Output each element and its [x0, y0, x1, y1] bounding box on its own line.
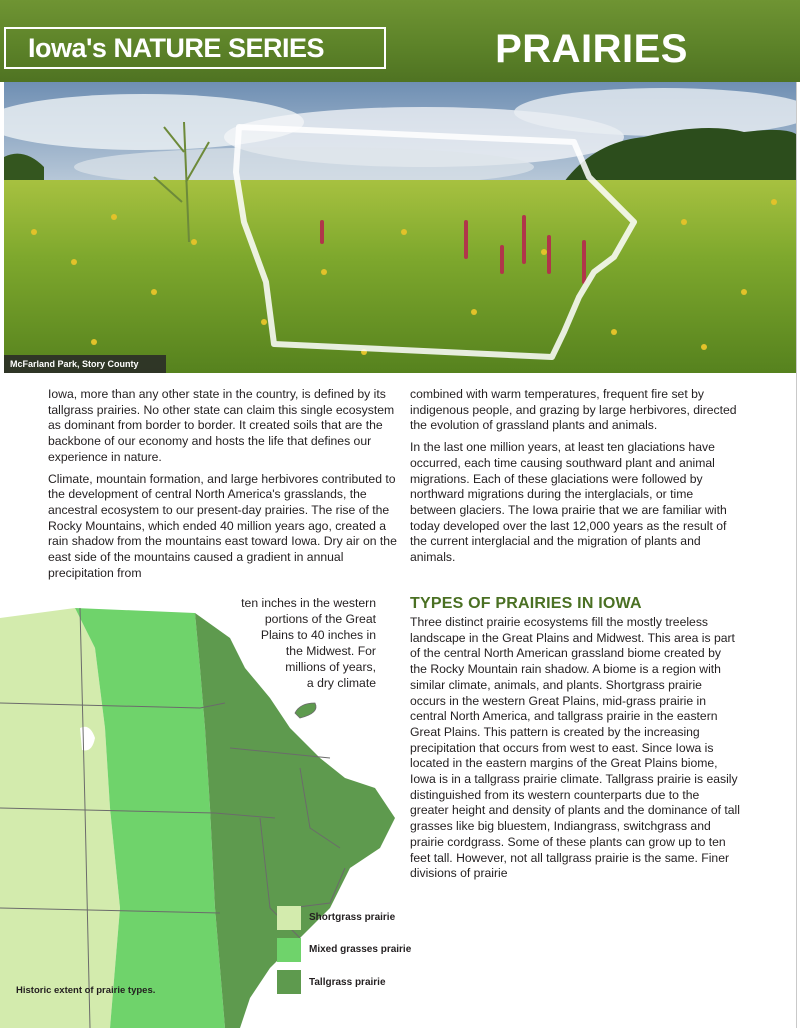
- climate-paragraph: Climate, mountain formation, and large herbivores contributed to the development of central North America's grasslands, the ancestral ecosystem to our present-day prairies. The rise of the Rocky Mountains, which ended 40 million years ago, created a rain shadow from the mountains east toward Iowa. Dry air on the east side of the mountains caused a gradient in annual precipitation from: [48, 471, 397, 580]
- right-column: [410, 387, 740, 572]
- legend-label-shortgrass: Shortgrass prairie: [309, 912, 396, 923]
- map-caption: Historic extent of prairie types.: [16, 985, 156, 996]
- series-title: Iowa's NATURE SERIES: [4, 27, 386, 69]
- intro-paragraph: Iowa, more than any other state in the country, is defined by its tallgrass prairies. No other state can claim this single ecosystem as dominant from border to border. It created soils that are the backbone of our economy and hosts the life that defines our experience in nature.: [48, 387, 395, 464]
- wrap-line: a dry climate: [306, 676, 376, 690]
- wrap-line: millions of years,: [285, 660, 376, 674]
- legend-label-mixed: Mixed grasses prairie: [309, 944, 412, 955]
- wrap-line: ten inches in the western: [241, 596, 376, 610]
- evolution-paragraph: combined with warm temperatures, frequent fire set by indigenous people, and grazing by large herbivores, directed the evolution of grassland plants and animals.: [410, 387, 737, 433]
- legend-swatch-shortgrass: [277, 906, 301, 930]
- page-edge: [796, 82, 797, 1028]
- wrap-line: Plains to 40 inches in: [260, 628, 376, 642]
- prairie-extent-map: [0, 608, 420, 1028]
- legend-label-tallgrass: Tallgrass prairie: [309, 977, 386, 988]
- section-heading: TYPES OF PRAIRIES IN IOWA: [410, 595, 642, 612]
- glaciation-paragraph: In the last one million years, at least ten glaciations have occurred, each time causing southward plant and animal migrations. Each of these glaciations were followed by northward migrations during the interglacials, or time between glaciers. The Iowa prairie that we are familiar with today developed over the last 12,000 years as the result of the current interglacial and the migration of plants and animals.: [410, 440, 727, 565]
- types-paragraph: [410, 615, 740, 888]
- header-banner: [0, 0, 800, 82]
- page-title: PRAIRIES: [495, 27, 688, 71]
- types-paragraph-text: Three distinct prairie ecosystems fill the mostly treeless landscape in the Great Plains and Midwest. This area is part of the central North American grassland biome created by the Rocky Mountain rain shadow. A biome is a region with similar climate, animals, and plants. Shortgrass prairie occurs in the western Great Plains, mid-grass prairie in central North America, and tallgrass prairie in the eastern Great Plains. This pattern is created by the increasing precipitation that occurs from west to east. Since Iowa is located in the eastern margins of the Great Plains biome, Iowa is in a tallgrass prairie climate. Tallgrass prairie is easily distinguished from its western counterparts due to the greater height and density of plants and the dominance of tall grasses like big bluestem, Indiangrass, switchgrass and prairie cordgrass. Some of these plants can grow up to ten feet tall. However, not all tallgrass prairie is the same. Finer divisions of prairie: [410, 615, 740, 881]
- legend-swatch-tallgrass: [277, 970, 301, 994]
- left-column: [48, 387, 398, 587]
- wrap-line: portions of the Great: [264, 612, 376, 626]
- prairie-photo: [4, 82, 796, 373]
- wrap-line: the Midwest. For: [285, 644, 376, 658]
- photo-caption: McFarland Park, Story County: [4, 355, 166, 373]
- legend-swatch-mixed: [277, 938, 301, 962]
